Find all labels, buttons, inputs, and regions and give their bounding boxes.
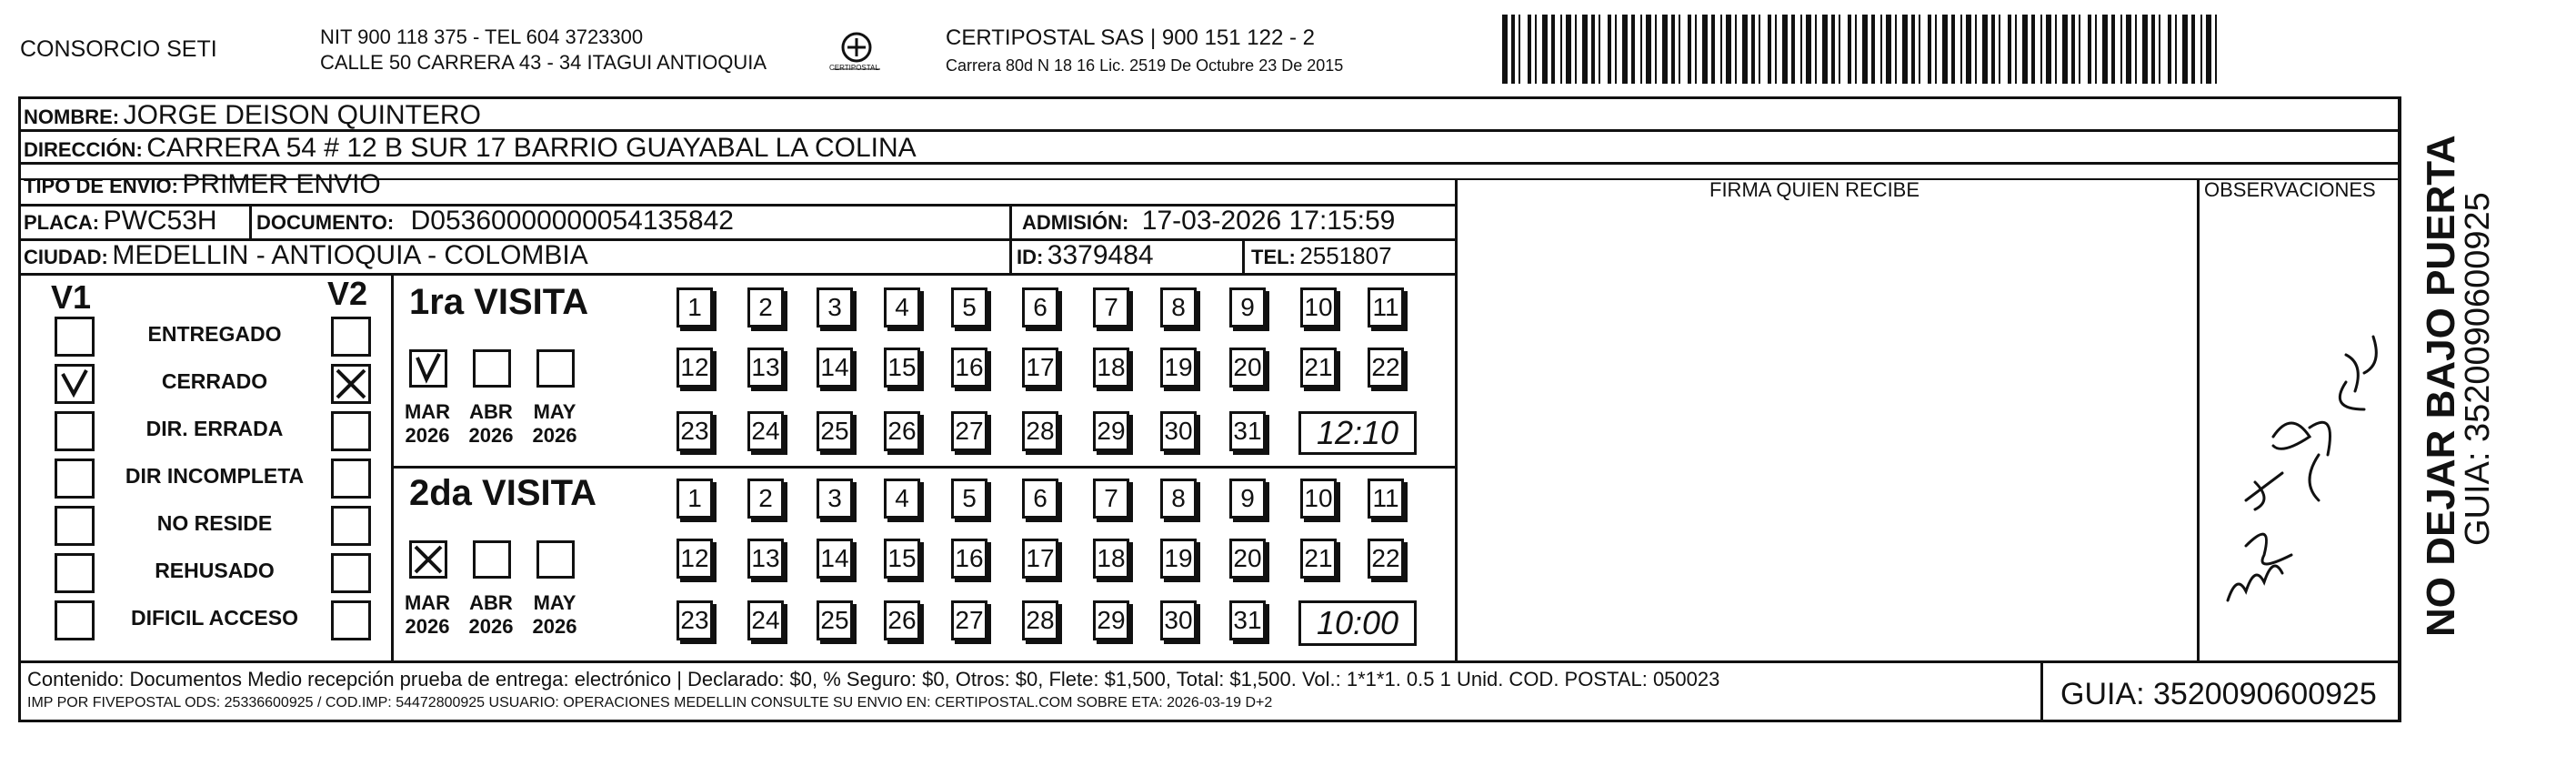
- admission-label: ADMISIÓN:: [1022, 211, 1129, 234]
- visit2-day-box[interactable]: 30: [1160, 600, 1197, 640]
- status-label: DIFICIL ACCESO: [130, 606, 298, 630]
- visit2-time: 10:00: [1298, 600, 1417, 646]
- address-line: CALLE 50 CARRERA 43 - 34 ITAGUI ANTIOQUIA: [320, 51, 767, 74]
- address-row: [24, 133, 917, 164]
- visit2-month-checkbox[interactable]: [473, 540, 511, 579]
- v2-checkbox[interactable]: [331, 364, 371, 404]
- month-year: 2026: [468, 615, 514, 638]
- visit2-day-box[interactable]: 20: [1229, 539, 1266, 579]
- barcode: [1498, 15, 2226, 84]
- visit2-day-box[interactable]: 14: [817, 539, 853, 579]
- visit2-title: 2da VISITA: [409, 473, 596, 513]
- month-name: MAY: [533, 400, 576, 423]
- visit2-day-box[interactable]: 2: [747, 479, 784, 519]
- name-label: NOMBRE:: [24, 106, 120, 128]
- month-name: MAY: [533, 591, 576, 614]
- visit1-day-box[interactable]: 29: [1093, 411, 1129, 451]
- v2-checkbox[interactable]: [331, 411, 371, 451]
- visit1-day-box[interactable]: 30: [1160, 411, 1197, 451]
- status-label: DIR INCOMPLETA: [125, 464, 305, 488]
- visit2-day-box[interactable]: 31: [1229, 600, 1266, 640]
- visit1-day-box[interactable]: 22: [1368, 348, 1404, 388]
- recipient-name: JORGE DEISON QUINTERO: [123, 100, 481, 130]
- visit2-day-box[interactable]: 1: [677, 479, 713, 519]
- handwritten-check-mark: [57, 367, 92, 401]
- v2-checkbox[interactable]: [331, 600, 371, 640]
- month-name: ABR: [469, 591, 513, 614]
- v1-label: V1: [51, 278, 92, 316]
- visit1-day-box[interactable]: 13: [747, 348, 784, 388]
- v1-checkbox[interactable]: [55, 553, 95, 593]
- shipment-type: PRIMER ENVIO: [182, 169, 381, 199]
- visit2-day-box[interactable]: 11: [1368, 479, 1404, 519]
- admission-value: 17-03-2026 17:15:59: [1141, 206, 1396, 236]
- visit1-month-checkbox[interactable]: [473, 349, 511, 388]
- visit1-day-box[interactable]: 9: [1229, 287, 1266, 328]
- certipostal-logo: [827, 29, 886, 76]
- visit1-day-box[interactable]: 24: [747, 411, 784, 451]
- content-line: Contenido: Documentos Medio recepción prueba de entrega: electrónico | Declarado: $0, % Seguro: $0, Otros: $0, Flete: $1,500, Total: $1,500. Vol.: 1*1*1. 0.5 1 Unid. COD. POSTAL: 050023: [27, 668, 1720, 690]
- visit1-day-box[interactable]: 2: [747, 287, 784, 328]
- month-name: MAR: [404, 400, 451, 423]
- visit1-day-box[interactable]: 19: [1160, 348, 1197, 388]
- plate-label: PLACA:: [24, 211, 100, 234]
- visit2-day-box[interactable]: 17: [1022, 539, 1058, 579]
- x-mark: [412, 543, 445, 576]
- visit1-month-label: [400, 400, 455, 448]
- visit2-day-box[interactable]: 26: [884, 600, 920, 640]
- visit1-day-box[interactable]: 10: [1300, 287, 1337, 328]
- observations-header: OBSERVACIONES: [2204, 178, 2376, 201]
- id-label: ID:: [1017, 246, 1044, 268]
- visit1-day-box[interactable]: 26: [884, 411, 920, 451]
- visit1-day-box[interactable]: 3: [817, 287, 853, 328]
- visit1-month-label: [464, 400, 518, 448]
- visit1-day-box[interactable]: 5: [951, 287, 987, 328]
- visit2-day-box[interactable]: 3: [817, 479, 853, 519]
- x-mark: [334, 367, 368, 401]
- visit1-title: 1ra VISITA: [409, 282, 589, 322]
- visit2-day-box[interactable]: 13: [747, 539, 784, 579]
- visit2-day-box[interactable]: 21: [1300, 539, 1337, 579]
- visit1-month-checkbox[interactable]: [536, 349, 575, 388]
- status-label: REHUSADO: [155, 559, 275, 582]
- visit1-day-box[interactable]: 16: [951, 348, 987, 388]
- visit2-day-box[interactable]: 23: [677, 600, 713, 640]
- visit1-month-checkbox[interactable]: [409, 349, 447, 388]
- recipient-address: CARRERA 54 # 12 B SUR 17 BARRIO GUAYABAL LA COLINA: [146, 133, 917, 163]
- visit1-day-box[interactable]: 18: [1093, 348, 1129, 388]
- visit2-month-label: [464, 591, 518, 639]
- visit2-month-label: [400, 591, 455, 639]
- handwritten-check-mark: [412, 352, 445, 385]
- month-name: MAR: [404, 591, 451, 614]
- v2-checkbox[interactable]: [331, 506, 371, 546]
- v1-checkbox[interactable]: [55, 459, 95, 499]
- license-line: Carrera 80d N 18 16 Lic. 2519 De Octubre 23 De 2015: [946, 56, 1344, 75]
- document-value: D05360000000054135842: [410, 206, 734, 236]
- visit1-day-box[interactable]: 27: [951, 411, 987, 451]
- v2-label: V2: [327, 275, 368, 312]
- visit2-day-box[interactable]: 8: [1160, 479, 1197, 519]
- address-label: DIRECCIÓN:: [24, 138, 143, 161]
- visit1-day-box[interactable]: 4: [884, 287, 920, 328]
- status-label: NO RESIDE: [156, 511, 273, 535]
- company-name: CONSORCIO SETI: [20, 36, 217, 62]
- visit2-day-box[interactable]: 16: [951, 539, 987, 579]
- status-label: DIR. ERRADA: [145, 417, 284, 440]
- visit2-day-box[interactable]: 10: [1300, 479, 1337, 519]
- tel-value: 2551807: [1299, 242, 1392, 269]
- no-dejar-bajo-puerta: NO DEJAR BAJO PUERTA: [2419, 135, 2463, 637]
- visit1-day-box[interactable]: 12: [677, 348, 713, 388]
- visit1-day-box[interactable]: 14: [817, 348, 853, 388]
- visit2-day-box[interactable]: 25: [817, 600, 853, 640]
- visit1-day-box[interactable]: 21: [1300, 348, 1337, 388]
- id-row: [1017, 240, 1154, 271]
- document-row: [256, 206, 734, 237]
- visit1-day-box[interactable]: 23: [677, 411, 713, 451]
- visit2-day-box[interactable]: 7: [1093, 479, 1129, 519]
- guia-vertical: GUIA: 3520090600925: [2459, 192, 2497, 546]
- visit1-day-box[interactable]: 8: [1160, 287, 1197, 328]
- tel-row: [1251, 242, 1392, 270]
- v2-checkbox[interactable]: [331, 317, 371, 357]
- visit2-day-box[interactable]: 28: [1022, 600, 1058, 640]
- admission-row: [1022, 206, 1395, 237]
- guia-footer: GUIA: 3520090600925: [2060, 677, 2377, 711]
- visit1-time: 12:10: [1298, 411, 1417, 455]
- month-year: 2026: [468, 424, 514, 447]
- visit2-day-box[interactable]: 19: [1160, 539, 1197, 579]
- visit1-day-box[interactable]: 7: [1093, 287, 1129, 328]
- name-row: [24, 100, 481, 131]
- visit2-month-checkbox[interactable]: [409, 540, 447, 579]
- visit2-day-box[interactable]: 12: [677, 539, 713, 579]
- visit2-day-box[interactable]: 24: [747, 600, 784, 640]
- visit2-day-box[interactable]: 4: [884, 479, 920, 519]
- type-row: [24, 169, 381, 200]
- status-label: ENTREGADO: [147, 322, 282, 346]
- v1-checkbox[interactable]: [55, 317, 95, 357]
- status-label: CERRADO: [161, 369, 268, 393]
- visit2-day-box[interactable]: 18: [1093, 539, 1129, 579]
- id-value: 3379484: [1047, 240, 1154, 270]
- type-label: TIPO DE ENVIO:: [24, 175, 178, 197]
- signature-header: FIRMA QUIEN RECIBE: [1709, 178, 1920, 201]
- visit1-month-label: [527, 400, 582, 448]
- visit2-day-box[interactable]: 6: [1022, 479, 1058, 519]
- visit1-day-box[interactable]: 11: [1368, 287, 1404, 328]
- certipostal-line: CERTIPOSTAL SAS | 900 151 122 - 2: [946, 25, 1315, 50]
- v1-checkbox[interactable]: [55, 600, 95, 640]
- visit2-day-box[interactable]: 9: [1229, 479, 1266, 519]
- city-row: [24, 240, 588, 271]
- visit1-day-box[interactable]: 17: [1022, 348, 1058, 388]
- v1-checkbox[interactable]: [55, 411, 95, 451]
- visit1-day-box[interactable]: 1: [677, 287, 713, 328]
- city-value: MEDELLIN - ANTIOQUIA - COLOMBIA: [112, 240, 588, 270]
- month-year: 2026: [532, 424, 577, 447]
- visit1-day-box[interactable]: 25: [817, 411, 853, 451]
- document-label: DOCUMENTO:: [256, 211, 395, 234]
- city-label: CIUDAD:: [24, 246, 108, 268]
- handwritten-observation: [2191, 300, 2410, 628]
- v2-checkbox[interactable]: [331, 459, 371, 499]
- visit1-day-box[interactable]: 31: [1229, 411, 1266, 451]
- plate-value: PWC53H: [103, 206, 217, 236]
- tel-label: TEL:: [1251, 246, 1296, 268]
- visit1-day-box[interactable]: 28: [1022, 411, 1058, 451]
- imp-line: IMP POR FIVEPOSTAL ODS: 25336600925 / COD.IMP: 54472800925 USUARIO: OPERACIONES MEDELLIN CONSULTE SU ENVIO EN: CERTIPOSTAL.COM SOBRE ETA: 2026-03-19 D+2: [27, 695, 1273, 711]
- visit2-day-box[interactable]: 5: [951, 479, 987, 519]
- month-year: 2026: [405, 615, 450, 638]
- month-name: ABR: [469, 400, 513, 423]
- v1-checkbox[interactable]: [55, 364, 95, 404]
- visit2-day-box[interactable]: 29: [1093, 600, 1129, 640]
- visit2-month-label: [527, 591, 582, 639]
- visit1-day-box[interactable]: 6: [1022, 287, 1058, 328]
- visit2-day-box[interactable]: 22: [1368, 539, 1404, 579]
- month-year: 2026: [532, 615, 577, 638]
- visit2-month-checkbox[interactable]: [536, 540, 575, 579]
- visit1-day-box[interactable]: 20: [1229, 348, 1266, 388]
- v2-checkbox[interactable]: [331, 553, 371, 593]
- visit2-day-box[interactable]: 15: [884, 539, 920, 579]
- plate-row: [24, 206, 217, 237]
- visit1-day-box[interactable]: 15: [884, 348, 920, 388]
- logo-text: CERTIPOSTAL: [829, 64, 879, 72]
- month-year: 2026: [405, 424, 450, 447]
- v1-checkbox[interactable]: [55, 506, 95, 546]
- visit2-day-box[interactable]: 27: [951, 600, 987, 640]
- nit-line: NIT 900 118 375 - TEL 604 3723300: [320, 25, 644, 48]
